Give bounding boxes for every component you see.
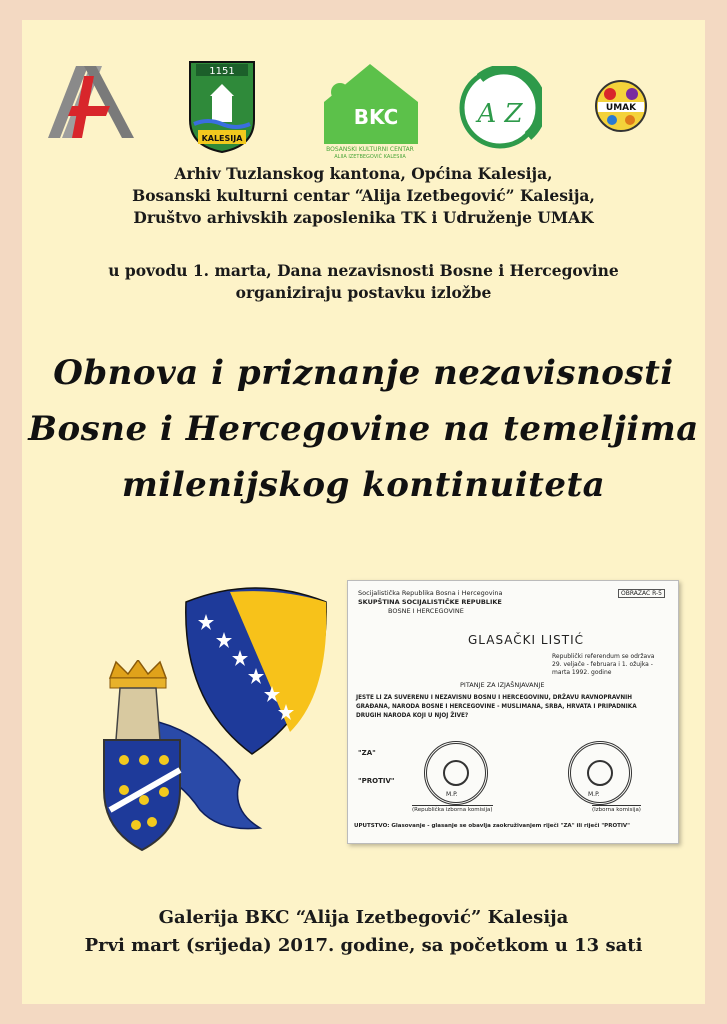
daz-letters: A Z [477,99,523,129]
date-time-line: Prvi mart (srijeda) 2017. godine, sa početkom u 13 sati [84,935,643,956]
ballot-referendum-line2: 29. veljače - februara i 1. ožujka - [552,661,653,668]
kalesija-name: KALESIJA [201,134,243,143]
title-line2: Bosne i Hercegovine na temeljima [28,409,699,449]
ballot-question-line1: JESTE LI ZA SUVERENU I NEZAVISNU BOSNU I HERCEGOVINU, DRŽAVU RAVNOPRAVNIH [356,695,632,701]
ballot-question-label: PITANJE ZA IZJAŠNJAVANJE [460,681,545,689]
bkc-line1: BOSANSKI KULTURNI CENTAR [326,146,414,153]
referendum-ballot [347,580,679,844]
organizers-block [22,163,705,229]
ballot-za: "ZA" [358,749,376,757]
occasion-block [22,260,705,304]
title-line3: milenijskog kontinuiteta [121,465,606,505]
bkc-line2: ALIJA IZETBEGOVIĆ KALESIJA [334,154,406,158]
ballot-header-line1: Socijalistička Republika Bosna i Hercegovina [358,589,503,597]
occasion-line1: u povodu 1. marta, Dana nezavisnosti Bosne i Hercegovine [108,261,619,280]
ballot-question-line2: GRAĐANA, NARODA BOSNE I HERCEGOVINE - MUSLIMANA, SRBA, HRVATA I PRIPADNIKA [356,704,637,710]
venue-line: Galerija BKC “Alija Izetbegović” Kalesija [158,907,569,928]
ballot-signature-left: (Republička izborna komisija) [412,807,493,813]
ballot-mp-right: M.P. [588,791,600,798]
bkc-logo-icon [318,62,422,158]
kalesija-coat-of-arms-icon [188,60,256,154]
bkc-abbr: BKC [353,105,399,129]
title-line1: Obnova i priznanje nezavisnosti [53,353,674,393]
ballot-form-number: OBRAZAC R-5 [618,589,665,598]
ballot-mp-left: M.P. [446,791,458,798]
poster [22,20,705,1004]
umak-logo-icon [594,64,648,148]
ballot-stamp-right [568,741,632,805]
arhiv-tk-logo-icon [48,66,134,138]
occasion-line2: organiziraju postavku izložbe [235,283,492,302]
ballot-question-line3: DRUGIH NARODA KOJI U NJOJ ŽIVE? [356,713,469,719]
kalesija-year: 1151 [209,66,235,77]
ballot-referendum-line1: Republički referendum se održava [552,653,655,660]
ballot-heading: GLASAČKI LISTIĆ [468,633,584,647]
logo-row [22,56,705,156]
ballot-referendum-line3: marta 1992. godine [552,669,612,676]
royal-coat-of-arms-icon [80,660,270,860]
organizers-line2: Bosanski kulturni centar “Alija Izetbegović” Kalesija, [132,186,595,205]
ballot-protiv: "PROTIV" [358,777,395,785]
umak-name: UMAK [605,103,637,113]
organizers-line3: Društvo arhivskih zaposlenika TK i Udruženje UMAK [133,208,594,227]
daz-logo-icon [458,66,542,150]
ballot-header-line2: SKUPŠTINA SOCIJALISTIČKE REPUBLIKE [358,598,502,606]
ballot-signature-right: (Izborna komisija) [592,807,641,813]
event-details [22,904,705,960]
exhibition-title [22,345,705,513]
organizers-line1: Arhiv Tuzlanskog kantona, Općina Kalesija, [174,164,553,183]
ballot-header-line3: BOSNE I HERCEGOVINE [388,607,464,615]
ballot-instruction: UPUTSTVO: Glasovanje - glasanje se obavlja zaokruživanjem riječi "ZA" ili riječi "PROTIV" [354,823,631,829]
